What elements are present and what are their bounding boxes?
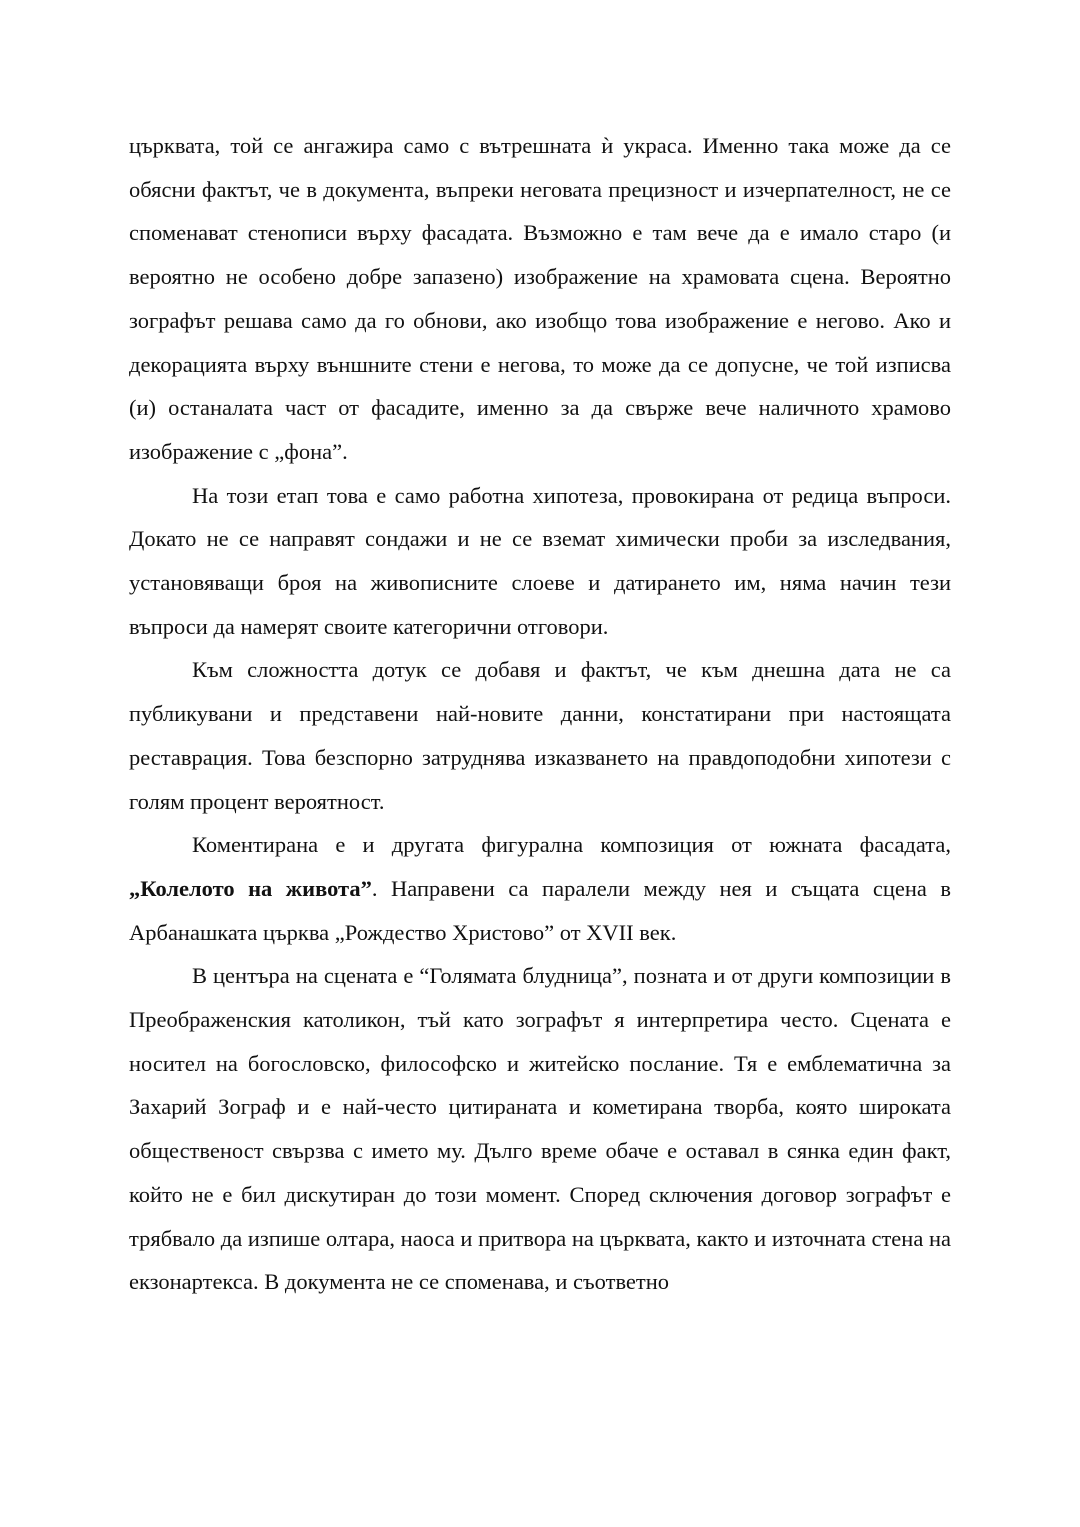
paragraph-1: църквата, той се ангажира само с вътрешната ѝ украса. Именно така може да се обясни фактът, че в документа, въпреки неговата прецизност и изчерпателност, не се споменават стенописи върху фасадата. Възможно е там вече да е имало старо (и вероятно не особено добре запазено) изображение на храмовата сцена. Вероятно зографът решава само да го обнови, ако изобщо това изображение е негово. Ако и декорацията върху външните стени е негова, то може да се допусне, че той изписва (и) останалата част от фасадите, именно за да свърже вече наличното храмово изображение с „фона”.: [129, 133, 951, 464]
document-body: [129, 124, 951, 1304]
paragraph-2: На този етап това е само работна хипотеза, провокирана от редица въпроси. Докато не се направят сондажи и не се вземат химически проби за изследвания, установяващи броя на живописните слоеве и датирането им, няма начин тези въпроси да намерят своите категорични отговори.: [129, 482, 951, 639]
paragraph-5: В центъра на сцената е “Голямата блудница”, позната и от други композиции в Преображенския католикон, тъй като зографът я интерпретира често. Сцената е носител на богословско, философско и житейско послание. Тя е емблематична за Захарий Зограф и е най-често цитираната и кометирана творба, която широката общественост свързва с името му. Дълго време обаче е оставал в сянка един факт, който не е бил дискутиран до този момент. Според сключения договор зографът е трябвало да изпише олтара, наоса и притвора на църквата, както и източната стена на екзонартекса. В документа не се споменава, и съответно: [129, 963, 951, 1295]
bold-composition-title: „Колелото на живота”: [129, 875, 372, 901]
paragraph-4-text-after: . Направени са паралели между нея и същата сцена в Арбанашката църква „Рождество Христово” от XVII век.: [129, 875, 952, 945]
paragraph-3: Към сложността дотук се добавя и фактът, че към днешна дата не са публикувани и представени най-новите данни, констатирани при настоящата реставрация. Това безспорно затруднява изказването на правдоподобни хипотези с голям процент вероятност.: [129, 657, 951, 814]
paragraph-4-text-before: Коментирана е и другата фигурална композиция от южната фасадата,: [192, 832, 951, 858]
paragraph-4: [129, 823, 951, 954]
